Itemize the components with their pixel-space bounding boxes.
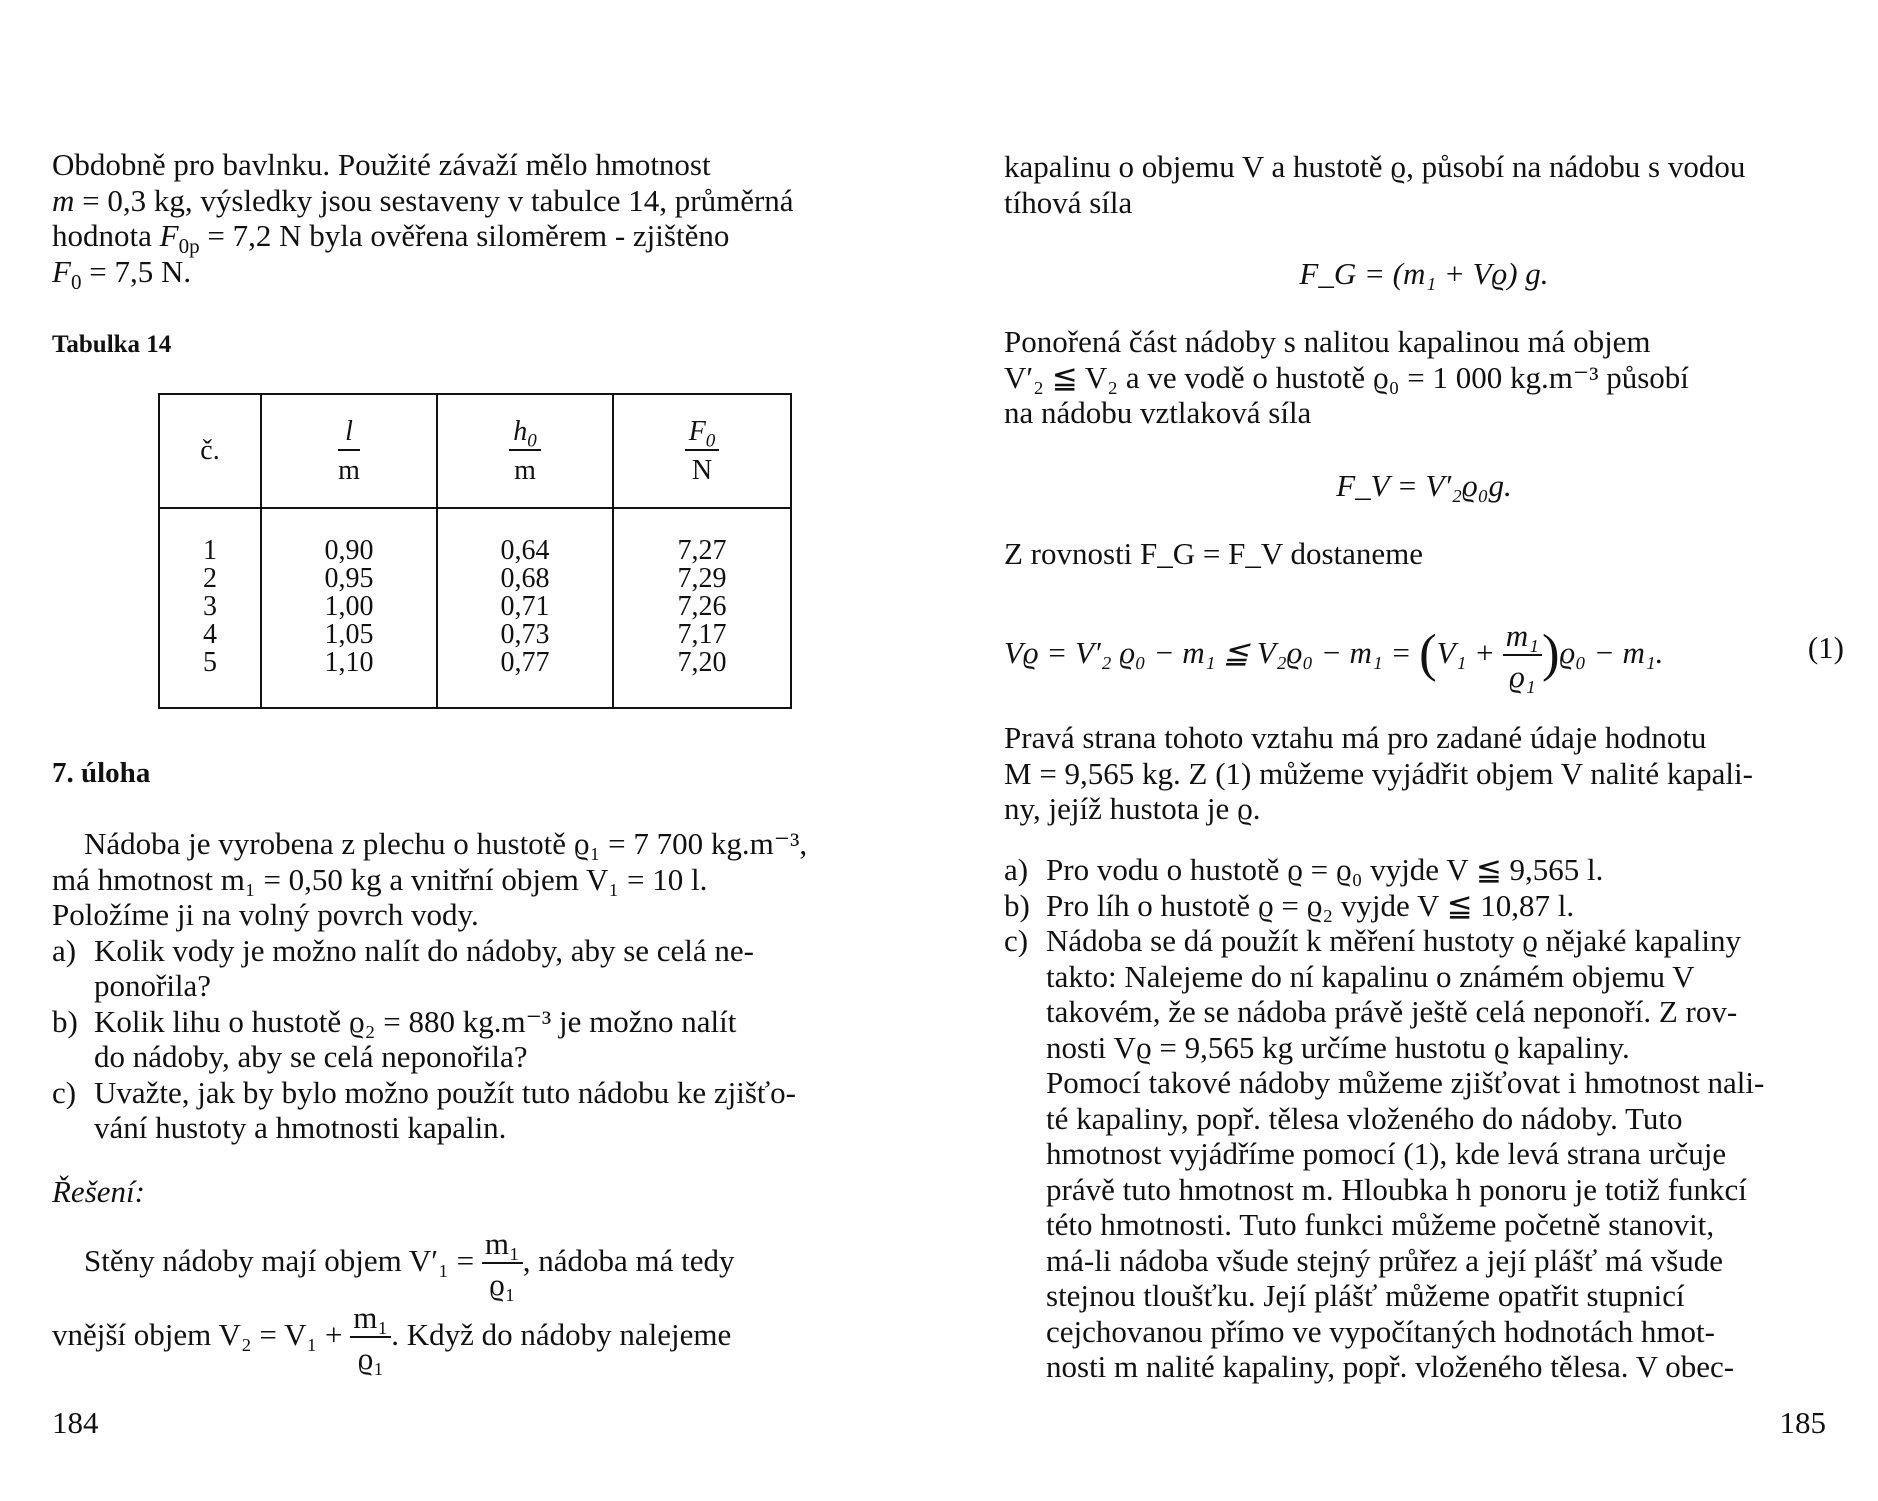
item-label: a)	[1004, 852, 1029, 887]
table-header-row	[159, 394, 791, 508]
question-c: c) Uvažte, jak by bylo možno použít tuto nádobu ke zjišťo- vání hustoty a hmotnosti kapalin.	[52, 1074, 796, 1145]
data-table	[158, 393, 792, 709]
table-cell: 5	[203, 647, 217, 678]
table-cell: 0,68	[500, 563, 550, 594]
table-cell: 0,64	[500, 535, 550, 566]
right-paragraph-4	[1004, 720, 1844, 827]
item-label: c)	[52, 1074, 77, 1110]
column-index	[159, 508, 261, 708]
task-paragraph	[52, 826, 892, 1146]
intro-line: m = 0,3 kg, výsledky jsou sestaveny v tabulce 14, průměrná	[52, 182, 794, 218]
text-line: Ponořená část nádoby s nalitou kapalinou má objem	[1004, 324, 1651, 359]
table-cell: 4	[203, 619, 217, 650]
text-line: tíhová síla	[1004, 184, 1133, 220]
question-a: a) Kolik vody je možno nalít do nádoby, aby se celá ne- ponořila?	[52, 932, 755, 1003]
text-line: ny, jejíž hustota je ϱ.	[1004, 791, 1261, 826]
right-paragraph-3: Z rovnosti F_G = F_V dostaneme	[1004, 536, 1424, 571]
col-header-length: $\frac{l}{m}$	[261, 394, 437, 508]
table-cell: 2	[203, 563, 217, 594]
table-cell: 1,05	[324, 619, 374, 650]
fraction-m1-over-rho1: $\frac{\text{m₁}}{\text{ϱ₁}}$	[350, 1302, 391, 1374]
table-cell: 3	[203, 591, 217, 622]
column-force	[613, 508, 791, 708]
table-cell: 0,90	[324, 535, 374, 566]
equation-1: Vϱ = V′₂ ϱ₀ − m₁ ≦ V₂ϱ₀ − m₁ = (V₁ + $\frac{\text{m₁}}{\text{ϱ₁}}$ )ϱ₀ − m₁. (1)	[1004, 618, 1844, 694]
table-cell: 7,29	[677, 563, 727, 594]
task-heading: 7. úloha	[52, 757, 151, 789]
text-line: Pravá strana tohoto vztahu má pro zadané údaje hodnotu	[1004, 720, 1707, 755]
col-header-height: $\frac{h_0}{m}$	[437, 394, 613, 508]
left-page	[52, 0, 892, 1501]
fraction-m1-over-rho1: $\frac{\text{m₁}}{\text{ϱ₁}}$	[482, 1228, 523, 1300]
intro-line: $F_0 = 7,5$ N.	[52, 253, 192, 294]
task-line: Položíme ji na volný povrch vody.	[52, 897, 479, 932]
col-header-force: $\frac{F_0}{N}$	[613, 394, 791, 508]
answers	[1004, 852, 1844, 1385]
task-line: Nádoba je vyrobena z plechu o hustotě ϱ₁ = 7 700 kg.m⁻³,	[84, 826, 808, 861]
item-label: b)	[1004, 887, 1030, 923]
solution-heading: Řešení:	[52, 1174, 145, 1209]
intro-paragraph	[52, 147, 892, 294]
page-number-left: 184	[52, 1405, 99, 1440]
task-line: má hmotnost m₁ = 0,50 kg a vnitřní objem V₁ = 10 l.	[52, 861, 708, 897]
text-line: na nádobu vztlaková síla	[1004, 395, 1312, 430]
item-label: a)	[52, 932, 77, 968]
table-cell: 0,95	[324, 563, 374, 594]
table-cell: 1,10	[324, 647, 374, 678]
table-body	[159, 508, 791, 708]
answer-c: c) Nádoba se dá použít k měření hustoty ϱ nějaké kapaliny takto: Nalejeme do ní kapalinu o známém objemu V takovém, že se nádoba právě ještě celá neponoří. Z rov- nosti Vϱ = 9,565 kg určíme hustotu ϱ kapaliny. Pomocí takové nádoby můžeme zjišťovat i hmotnost nali- té kapaliny, popř. tělesa vloženého do nádoby. Tuto hmotnost vyjádříme pomocí (1), kde levá strana určuje právě tuto hmotnost m. Hloubka h ponoru je totiž funkcí této hmotnosti. Tuto funkci můžeme početně stanovit, má-li nádoba všude stejný průřez a její plášť má všude stejnou tloušťku. Její plášť můžeme opatřit stupnicí cejchovanou přímo ve vypočítaných hodnotách hmot- nosti m nalité kapaliny, popř. vloženého tělesa. V obec-	[1004, 923, 1765, 1384]
table-cell: 1,00	[324, 591, 374, 622]
table-cell: 0,77	[500, 647, 550, 678]
col-header-index: č.	[159, 394, 261, 508]
table-caption: Tabulka 14	[52, 331, 172, 358]
fraction-m1-over-rho1: $\frac{\text{m₁}}{\text{ϱ₁}}$	[1503, 620, 1542, 692]
text-line: kapalinu o objemu V a hustotě ϱ, působí na nádobu s vodou	[1004, 149, 1746, 184]
table-cell: 7,26	[677, 591, 727, 622]
equation-gravity: F_G = (m₁ + Vϱ) g.	[1299, 256, 1549, 291]
equation-buoyancy: F_V = V′₂ϱ₀g.	[1336, 468, 1512, 503]
table-cell: 0,73	[500, 619, 550, 650]
table-cell: 7,27	[677, 535, 727, 566]
item-label: c)	[1004, 923, 1029, 958]
equation-number: (1)	[1807, 630, 1844, 665]
text-line: M = 9,565 kg. Z (1) můžeme vyjádřit objem V nalité kapali-	[1004, 755, 1753, 791]
table-cell: 1	[203, 535, 217, 566]
table-cell: 7,17	[677, 619, 727, 650]
question-b: b) Kolik lihu o hustotě ϱ₂ = 880 kg.m⁻³ je možno nalít do nádoby, aby se celá neponořila?	[52, 1003, 737, 1074]
equation-1-left: Vϱ = V′₂ ϱ₀ − m₁ ≦ V₂ϱ₀ − m₁ =	[1004, 635, 1412, 671]
solution-line-1: Stěny nádoby mají objem V′₁ = $\frac{\text{m₁}}{\text{ϱ₁}}$ , nádoba má tedy	[84, 1226, 735, 1302]
right-paragraph-1	[1004, 149, 1844, 220]
text-line: V′₂ ≦ V₂ a ve vodě o hustotě ϱ₀ = 1 000 kg.m⁻³ působí	[1004, 359, 1689, 395]
right-paragraph-2	[1004, 324, 1844, 431]
column-height	[437, 508, 613, 708]
intro-line: Obdobně pro bavlnku. Použité závaží mělo hmotnost	[52, 147, 711, 182]
intro-line: hodnota $F_{0p} = 7,2$ N byla ověřena siloměrem - zjištěno	[52, 218, 730, 259]
solution-line-2: vnější objem V₂ = V₁ + $\frac{\text{m₁}}{\text{ϱ₁}}$ . Když do nádoby nalejeme	[52, 1300, 732, 1376]
right-page	[1004, 0, 1844, 1501]
table-cell: 0,71	[500, 591, 550, 622]
item-label: b)	[52, 1003, 78, 1039]
page-number-right: 185	[1779, 1405, 1826, 1440]
column-length	[261, 508, 437, 708]
answer-a: a) Pro vodu o hustotě ϱ = ϱ₀ vyjde V ≦ 9,565 l.	[1004, 852, 1604, 887]
table-cell: 7,20	[677, 647, 727, 678]
answer-b: b) Pro líh o hustotě ϱ = ϱ₂ vyjde V ≦ 10,87 l.	[1004, 887, 1575, 923]
